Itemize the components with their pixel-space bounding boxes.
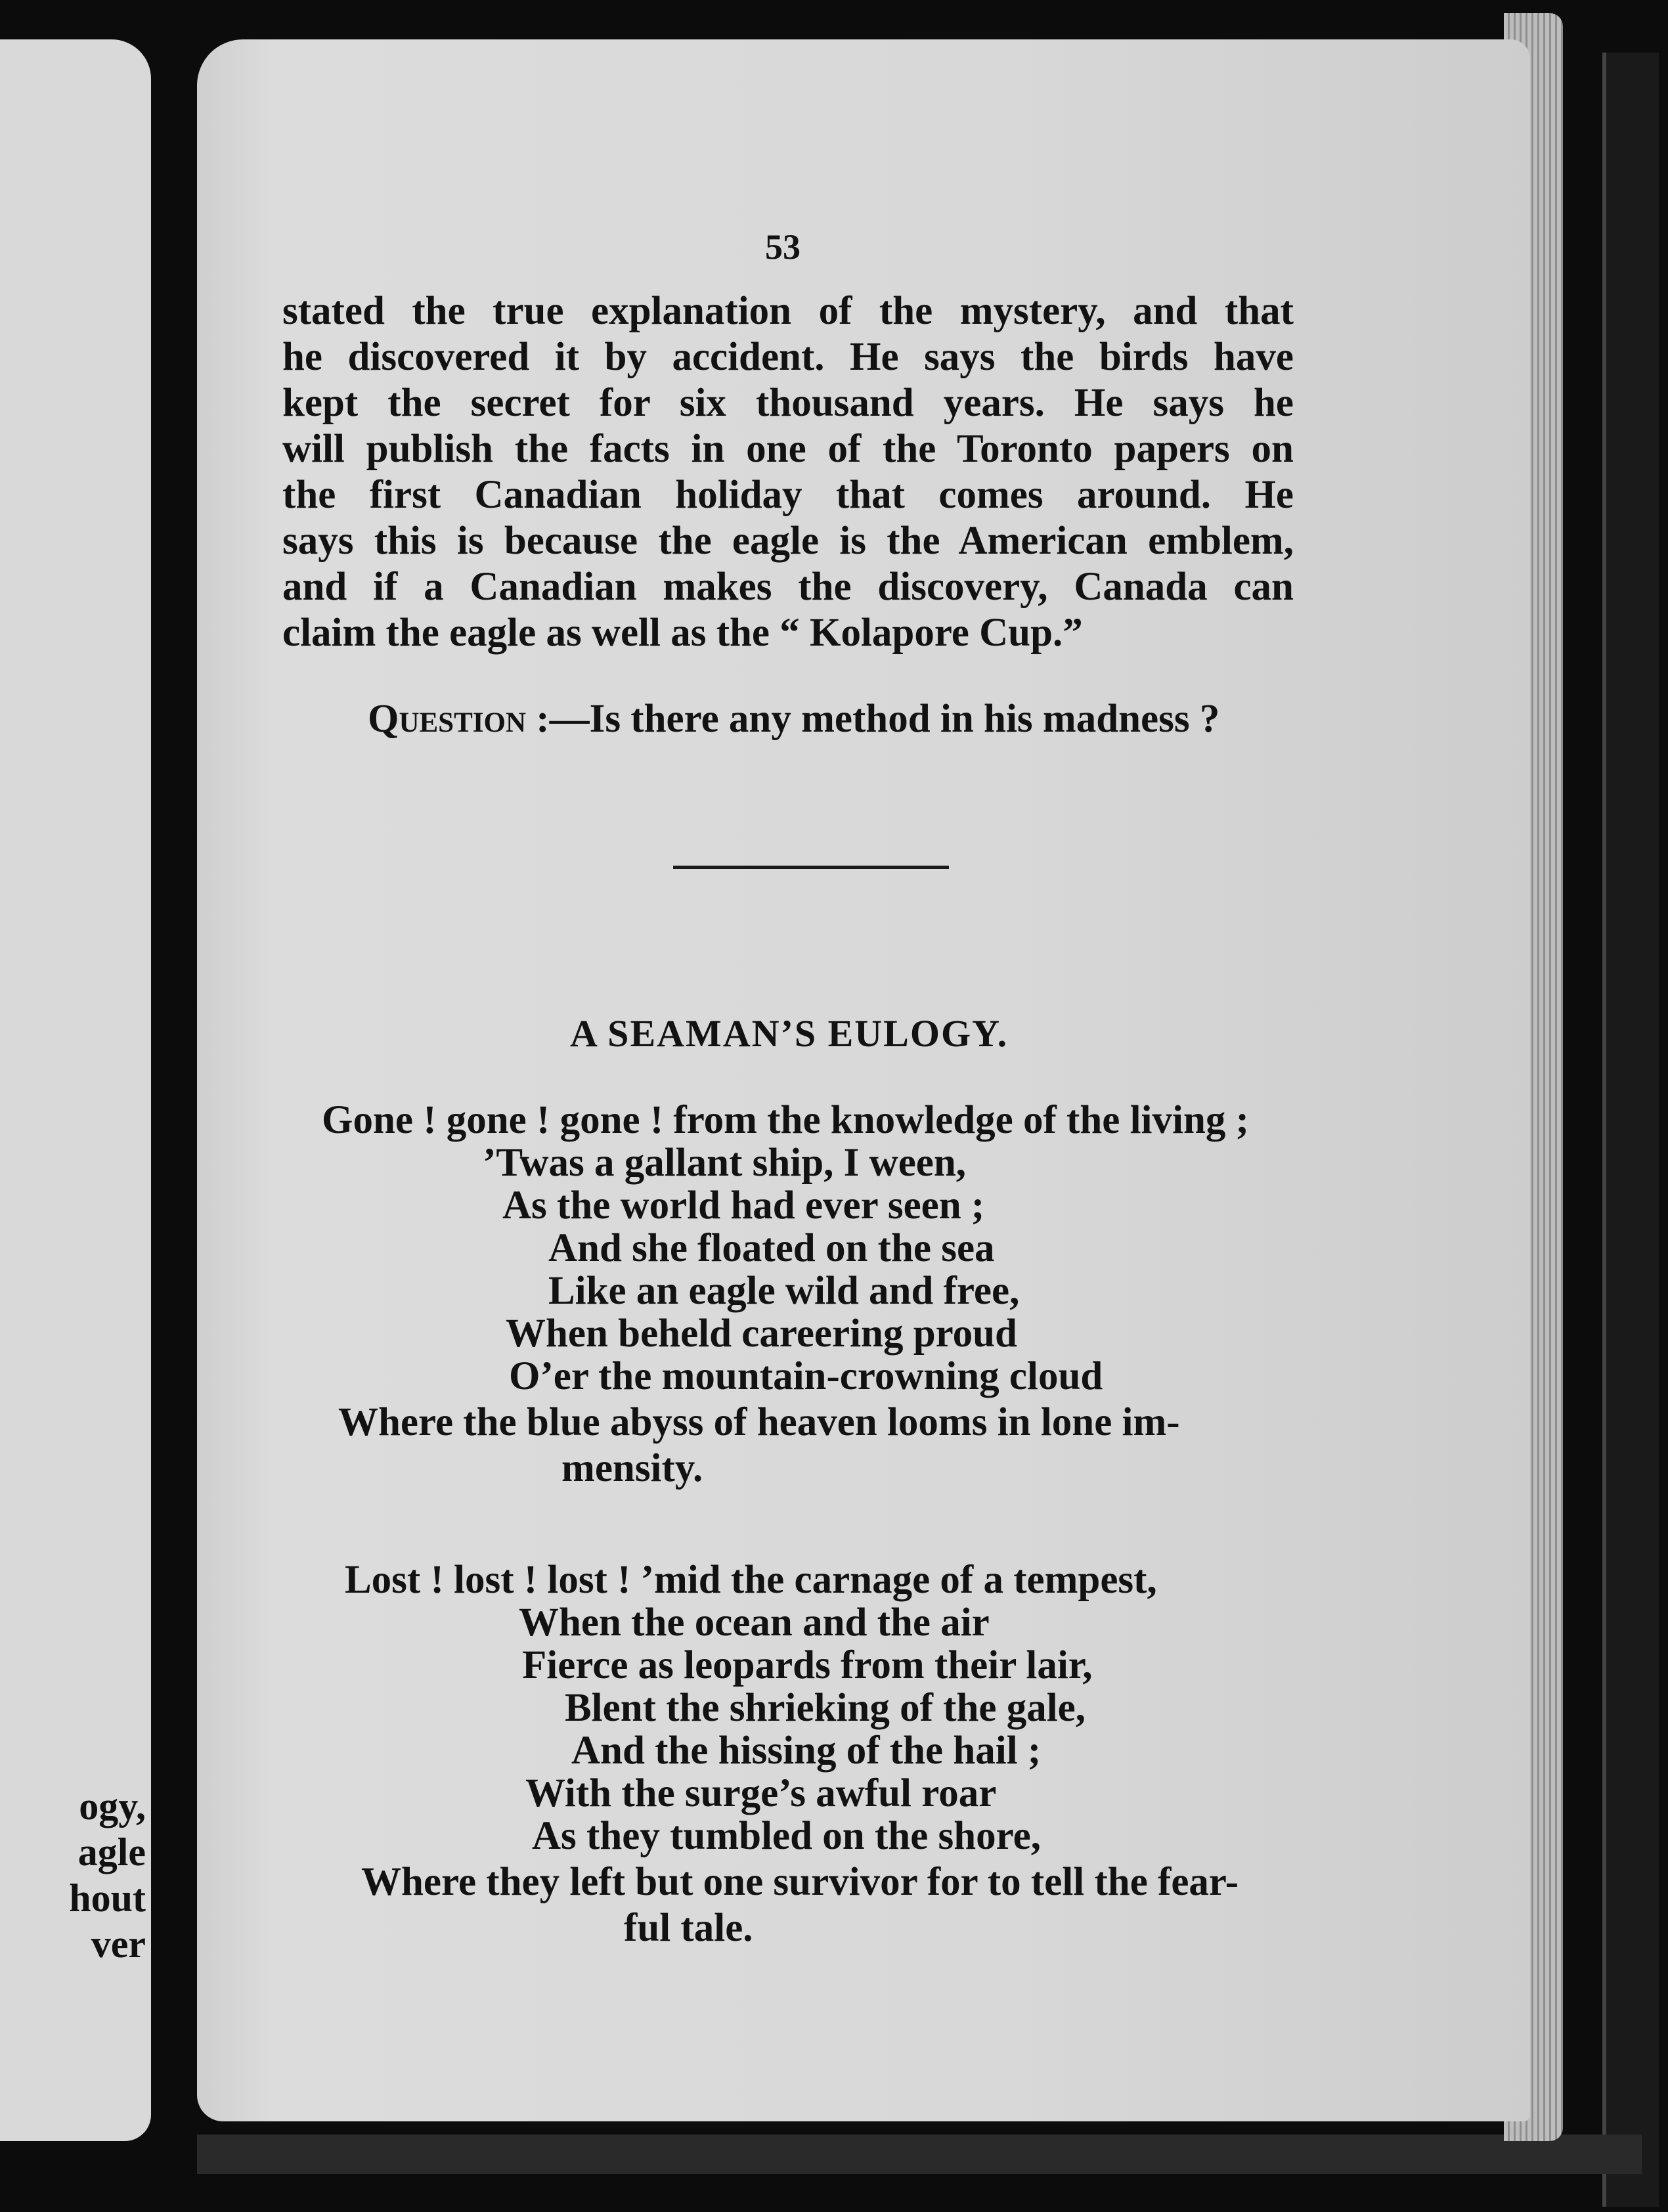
verse-line: With the surge’s awful roar (525, 1771, 997, 1815)
poem-title: A SEAMAN’S EULOGY. (570, 1012, 1009, 1055)
prose-line: and if a Canadian makes the discovery, Canada can (282, 565, 1294, 609)
left-page-fragment: ver (91, 1922, 146, 1966)
verse-line: Where they left but one survivor for to tell the fear- (361, 1860, 1239, 1904)
verse-line: Gone ! gone ! gone ! from the knowledge of the living ; (322, 1098, 1249, 1142)
left-page-fragment: ogy, (79, 1784, 146, 1828)
prose-line: the first Canadian holiday that comes around. He (282, 473, 1294, 517)
verse-line: ful tale. (624, 1906, 753, 1950)
verse-line: When beheld careering proud (506, 1312, 1017, 1356)
verse-line: And the hissing of the hail ; (571, 1729, 1042, 1773)
verse-line: And she floated on the sea (548, 1226, 995, 1270)
left-page-fragment: agle (77, 1830, 146, 1874)
verse-line: As the world had ever seen ; (502, 1183, 985, 1228)
section-divider (673, 866, 949, 869)
question (368, 696, 1219, 742)
verse-line: Fierce as leopards from their lair, (522, 1643, 1093, 1687)
verse-line: As they tumbled on the shore, (532, 1814, 1041, 1858)
verse-line: Like an eagle wild and free, (548, 1269, 1020, 1313)
prose-line: he discovered it by accident. He says the birds have (282, 335, 1294, 379)
prose-line: says this is because the eagle is the American emblem, (282, 519, 1294, 563)
verse-line: Where the blue abyss of heaven looms in lone im- (338, 1400, 1180, 1444)
verse-line: Blent the shrieking of the gale, (565, 1686, 1086, 1730)
prose-line: kept the secret for six thousand years. He says he (282, 381, 1294, 425)
left-page-fragment: hout (69, 1876, 146, 1920)
page-number: 53 (765, 227, 801, 267)
prose-line: stated the true explanation of the mystery, and that (282, 289, 1294, 333)
prose-line: claim the eagle as well as the “ Kolapore Cup.” (282, 611, 1083, 655)
question-label: Question (368, 697, 527, 741)
verse-line: When the ocean and the air (519, 1601, 990, 1645)
verse-line: ’Twas a gallant ship, I ween, (483, 1141, 967, 1185)
verse-line: Lost ! lost ! lost ! ’mid the carnage of a tempest, (345, 1558, 1157, 1602)
question-text: :—Is there any method in his madness ? (526, 697, 1220, 741)
verse-line: O’er the mountain-crowning cloud (509, 1354, 1103, 1398)
prose-line: will publish the facts in one of the Toronto papers on (282, 427, 1294, 471)
verse-line: mensity. (561, 1446, 703, 1490)
